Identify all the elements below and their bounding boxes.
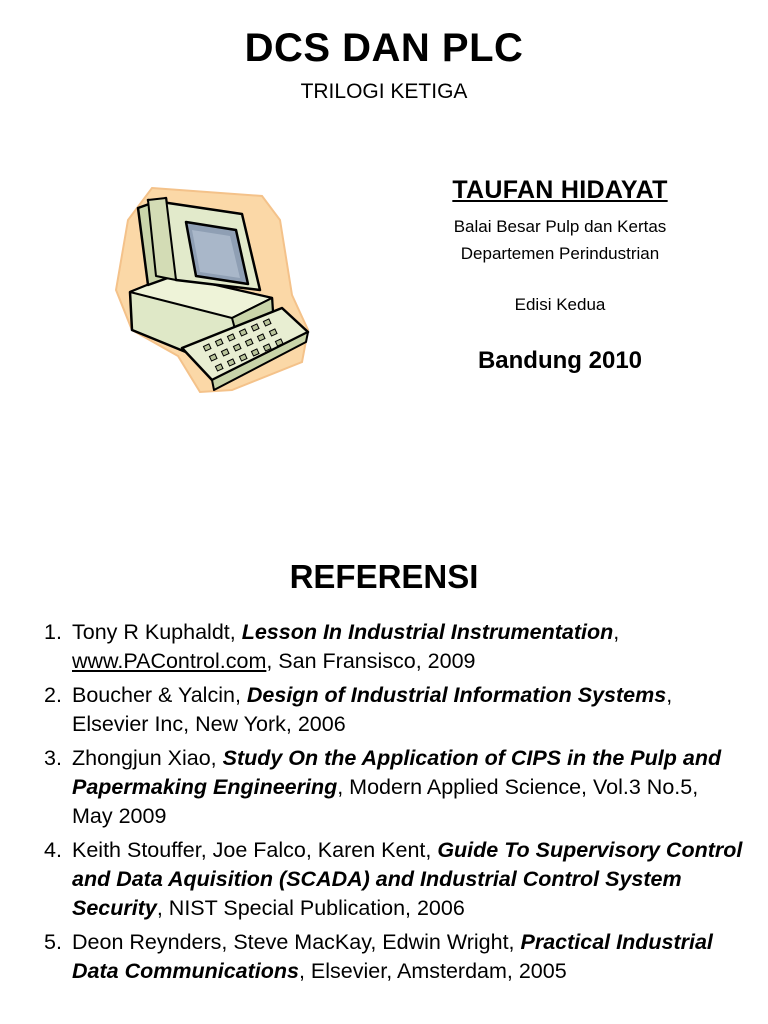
reference-text bbox=[72, 618, 744, 676]
reference-details: , Elsevier, Amsterdam, 2005 bbox=[298, 959, 567, 983]
reference-title: Design of Industrial Information Systems bbox=[246, 683, 667, 707]
reference-text bbox=[72, 836, 744, 923]
reference-author: Boucher & Yalcin, bbox=[72, 683, 247, 707]
reference-item-4 bbox=[44, 836, 744, 923]
reference-title: Guide To Supervisory Control and Data Aquisition (SCADA) and Industrial Control System Security bbox=[72, 838, 743, 920]
city-year: Bandung 2010 bbox=[477, 347, 643, 374]
document-title: DCS DAN PLC bbox=[244, 26, 524, 70]
reference-item-3 bbox=[44, 744, 744, 831]
reference-details: , San Fransisco, 2009 bbox=[266, 649, 476, 673]
reference-author: Tony R Kuphaldt, bbox=[72, 620, 242, 644]
author-info bbox=[400, 176, 720, 375]
reference-text bbox=[72, 928, 744, 986]
reference-number: 1. bbox=[44, 620, 62, 644]
reference-details: , Modern Applied Science, Vol.3 No.5, May 2009 bbox=[72, 775, 699, 828]
reference-number: 3. bbox=[44, 746, 62, 770]
org-line-2: Departemen Perindustrian bbox=[460, 244, 660, 263]
reference-link[interactable]: www.PAControl.com bbox=[72, 649, 267, 673]
reference-text bbox=[72, 681, 744, 739]
org-line-1: Balai Besar Pulp dan Kertas bbox=[453, 217, 667, 236]
reference-item-5 bbox=[44, 928, 744, 986]
reference-item-2 bbox=[44, 681, 744, 739]
edition-label: Edisi Kedua bbox=[514, 295, 606, 314]
author-name: TAUFAN HIDAYAT bbox=[452, 176, 668, 204]
reference-details: , Elsevier Inc, New York, 2006 bbox=[72, 683, 673, 736]
reference-number: 5. bbox=[44, 930, 62, 954]
reference-number: 2. bbox=[44, 683, 62, 707]
reference-title: Lesson In Industrial Instrumentation bbox=[241, 620, 614, 644]
reference-author: Deon Reynders, Steve MacKay, Edwin Wright, bbox=[72, 930, 521, 954]
reference-details: , NIST Special Publication, 2006 bbox=[156, 896, 465, 920]
reference-author: Zhongjun Xiao, bbox=[72, 746, 223, 770]
reference-separator: , bbox=[613, 620, 620, 644]
references-heading: REFERENSI bbox=[289, 558, 479, 595]
document-subtitle: TRILOGI KETIGA bbox=[300, 80, 468, 103]
reference-author: Keith Stouffer, Joe Falco, Karen Kent, bbox=[72, 838, 438, 862]
reference-text bbox=[72, 744, 744, 831]
reference-item-1 bbox=[44, 618, 744, 676]
reference-number: 4. bbox=[44, 838, 62, 862]
desktop-computer-icon bbox=[112, 180, 312, 395]
reference-title: Study On the Application of CIPS in the Pulp and Papermaking Engineering bbox=[72, 746, 722, 799]
references-list bbox=[44, 618, 744, 991]
reference-title: Practical Industrial Data Communications bbox=[72, 930, 713, 983]
